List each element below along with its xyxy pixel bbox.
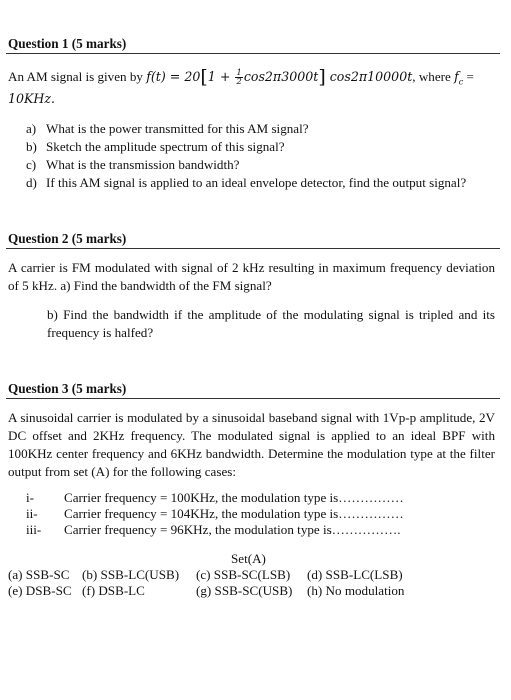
set-a-title: Set(A) — [231, 551, 266, 566]
case-label: iii- — [26, 522, 42, 537]
set-option: (a) SSB-SC — [8, 567, 70, 582]
question-3-paragraph: A sinusoidal carrier is modulated by a sinusoidal baseband signal with 1Vp-p amplitude, 2V DC offset and 2KHz frequency. The modulated signal is applied to an ideal BPF with 100KHz center frequency and 6KHz bandwidth. Determine the modulation type at the filter output from set (A) for the following cases: — [8, 410, 495, 479]
set-option: (h) No modulation — [307, 583, 405, 598]
case-text: Carrier frequency = 96KHz, the modulation type is……………. — [64, 522, 401, 537]
set-option: (g) SSB-SC(USB) — [196, 583, 293, 598]
eq-one-plus: 1 + — [207, 69, 231, 84]
question-1-title: Question 1 (5 marks) — [8, 36, 127, 51]
question-1-item — [26, 174, 466, 192]
am-signal-equation — [146, 66, 413, 88]
item-label: b) — [26, 139, 37, 154]
set-option: (d) SSB-LC(LSB) — [307, 567, 403, 582]
set-option: (c) SSB-SC(LSB) — [196, 567, 291, 582]
case-text: Carrier frequency = 104KHz, the modulation type is…………… — [64, 506, 404, 521]
item-text: What is the transmission bandwidth? — [46, 157, 240, 172]
set-option: (b) SSB-LC(USB) — [82, 567, 180, 582]
item-text: If this AM signal is applied to an ideal envelope detector, find the output signal? — [46, 175, 467, 190]
question-1-item — [26, 120, 309, 138]
eq-frac-num: 1 — [236, 68, 242, 78]
eq-frac-den: 2 — [236, 77, 242, 87]
eq-fraction — [235, 69, 242, 86]
eq-cos1: cos2π3000t — [243, 69, 319, 84]
item-text: What is the power transmitted for this AM signal? — [46, 121, 309, 136]
intro-lead: An AM signal is given by — [8, 69, 143, 84]
question-1-item — [26, 138, 285, 156]
question-3-case — [26, 521, 400, 539]
set-option: (f) DSB-LC — [82, 583, 145, 598]
question-1-item — [26, 156, 239, 174]
item-label: d) — [26, 175, 37, 190]
question-1-intro — [8, 68, 498, 92]
eq-close-bracket: ] — [318, 66, 326, 88]
intro-trail: , where — [412, 69, 451, 84]
eq-cos2: cos2π10000t — [329, 69, 413, 84]
item-text: Sketch the amplitude spectrum of this signal? — [46, 139, 285, 154]
question-2-part-b: b) Find the bandwidth if the amplitude of the modulating signal is tripled and its frequency is halfed? — [47, 307, 495, 340]
fc-equals: = — [466, 69, 474, 84]
case-label: ii- — [26, 506, 38, 521]
question-1-rule — [6, 53, 500, 54]
eq-f: f(t) = 20 — [146, 69, 201, 84]
eq-open-bracket: [ — [200, 66, 208, 88]
question-2-rule — [6, 248, 500, 249]
item-label: c) — [26, 157, 37, 172]
question-3-rule — [6, 398, 500, 399]
case-label: i- — [26, 490, 34, 505]
question-3-title: Question 3 (5 marks) — [8, 381, 127, 396]
case-text: Carrier frequency = 100KHz, the modulation type is…………… — [64, 490, 404, 505]
fc-value: 10KHz. — [8, 91, 56, 106]
set-option: (e) DSB-SC — [8, 583, 72, 598]
item-label: a) — [26, 121, 37, 136]
question-2-paragraph: A carrier is FM modulated with signal of 2 kHz resulting in maximum frequency deviation of 5 kHz. a) Find the bandwidth of the FM signal? — [8, 260, 495, 293]
fc-symbol: $f_c$ — [454, 69, 464, 87]
question-2-title: Question 2 (5 marks) — [8, 231, 127, 246]
